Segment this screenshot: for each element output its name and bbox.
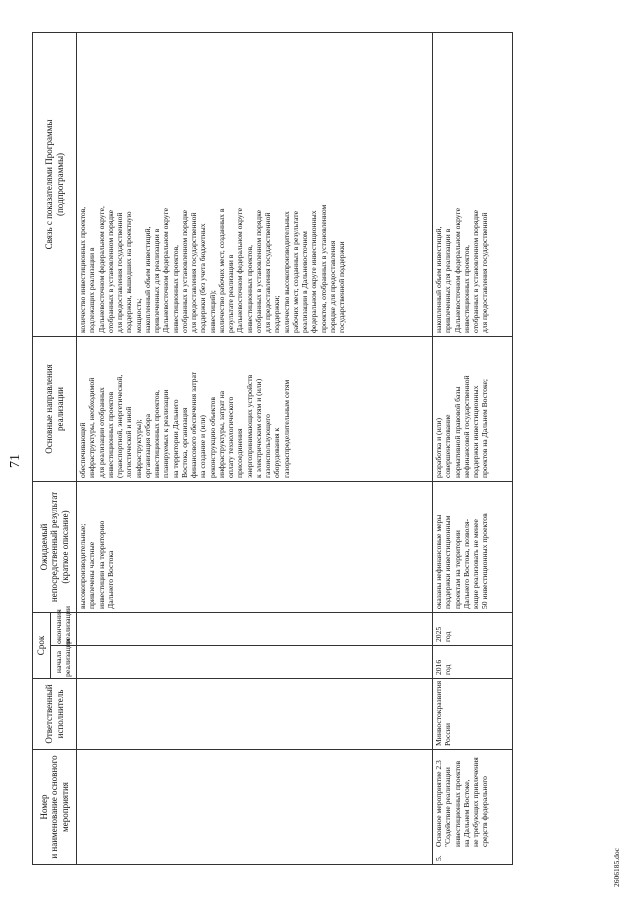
cell-end: 2025 год [433,612,513,645]
header-directions: Основные направления реализации [33,336,77,481]
header-expected-result: Ожидаемый непосредственный результат (краткое описание) [33,481,77,612]
table-row [77,32,433,864]
cell-number-name [433,750,513,865]
measure-name: Основное мероприятие 2.3 "Содействие реализации инвестиционных проектов на Дальнем Востоке, не требующих привлечения средств федерального [434,757,490,847]
cell-expected-result: оказаны нефинансовые меры поддержки инвестиционным проектам на территории Дальнего Востока, позволя- ющие реализовать не менее 50 инвестиционных проектов [433,481,513,612]
header-term-start: начала реализации [51,646,77,679]
header-responsible: Ответственный исполнитель [33,679,77,750]
header-link-indicators: Связь с показателями Программы (подпрограммы) [33,32,77,336]
cell-start: 2016 год [433,646,513,679]
cell-responsible [77,679,433,750]
cell-responsible: Минвостокразвития России [433,679,513,750]
cell-start [77,646,433,679]
table-row [433,32,513,864]
page-number: 71 [8,454,23,468]
program-table [32,32,513,865]
cell-link-indicators: накопленный объем инвестиций, привлеченных для реализации в Дальневосточном федеральном округе инвестиционных проектов, отобранных в установленном порядке для предоставления государственной [433,32,513,336]
header-number-name: Номер и наименование основного мероприятия [33,750,77,865]
header-term-end: окончания реализации [51,612,77,645]
row-number: 5. [434,855,443,861]
cell-expected-result: высокопроизводительные; привлечены частные инвестиции на территорию Дальнего Востока [77,481,433,612]
footer-filename: 2606185.doc [612,848,621,887]
header-term: Срок [33,612,51,678]
cell-directions: обеспечивающей инфраструктуры, необходимой для реализации отобранных инвестиционных проектов (транспортной, энергетической, логистической и иной инфраструктуры); организация отбора инвестиционных проектов, планируемых к реализации на территории Дальнего Востока, организация финансового обеспечения затрат на создание и (или) реконструкцию объектов инфраструктуры, затрат на оплату технологического присоединения энергопринимающих устройств к электрическим сетям и (или) газоиспользующего оборудования к газораспределительным сетям [77,336,433,481]
cell-link-indicators: количество инвестиционных проектов, подлежащих реализации в Дальневосточном федеральном округе, отобранных в установленном порядке для предоставления государственной поддержки, вышедших на проектную мощность; накопленный объем инвестиций, привлеченных для реализации в Дальневосточном федеральном округе инвестиционных проектов, отобранных в установленном порядке для предоставления государственной поддержки (без учета бюджетных инвестиций); количество рабочих мест, созданных в результате реализации в Дальневосточном федеральном округе инвестиционных проектов, отобранных в установленном порядке для предоставления государственной поддержки; количество высокопроизводительных рабочих мест, созданных в результате реализации в Дальневосточном федеральном округе инвестиционных проектов, отобранных в установленном порядке для предоставления государственной поддержки [77,32,433,336]
cell-number-name [77,750,433,865]
cell-end [77,612,433,645]
cell-directions: разработка и (или) совершенствование нормативной правовой базы нефинансовой государственной поддержки инвестиционных проектов на Дальнем Востоке; [433,336,513,481]
